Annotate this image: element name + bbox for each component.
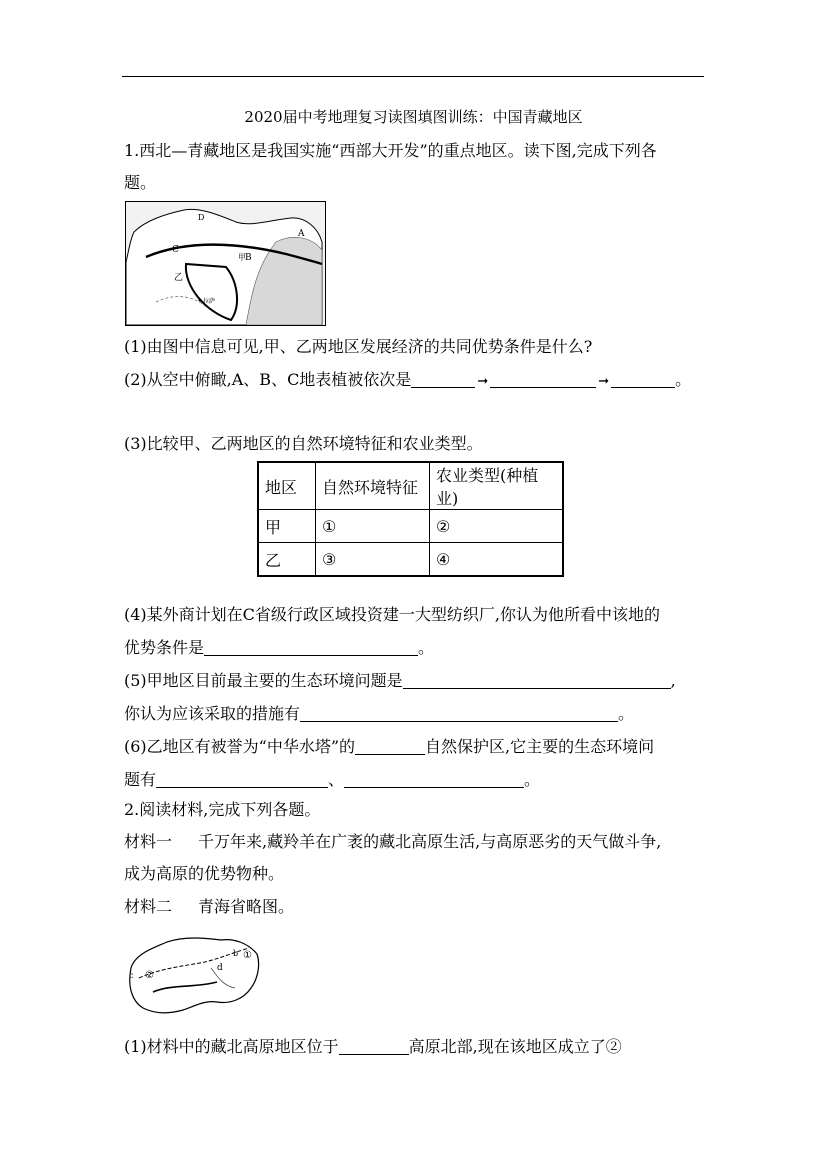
map1-label-b: B <box>245 253 252 263</box>
q2-p1 <box>124 1036 622 1058</box>
q1-map <box>125 201 326 326</box>
map2-label-c: c <box>129 971 134 980</box>
arrow-icon: ➞ <box>477 374 489 389</box>
answer-blank[interactable] <box>355 738 425 755</box>
table-cell[interactable]: ④ <box>430 543 564 577</box>
q1-p6-text2: 自然保护区,它主要的生态环境问 <box>425 737 655 756</box>
q1-p2-text: (2)从空中俯瞰,A、B、C地表植被依次是 <box>124 370 412 389</box>
table-header-row <box>258 462 563 510</box>
table-header: 自然环境特征 <box>316 462 430 510</box>
comparison-table <box>257 461 564 577</box>
map1-label-a: A <box>298 229 305 239</box>
answer-blank[interactable] <box>156 771 328 788</box>
table-row <box>258 510 563 543</box>
lhasa-marker <box>199 299 202 302</box>
q1-p5-comma: , <box>670 671 676 690</box>
q1-p6-line1 <box>124 736 654 758</box>
table-cell[interactable]: ③ <box>316 543 430 577</box>
table-header: 地区 <box>258 462 316 510</box>
answer-blank[interactable] <box>204 639 418 656</box>
q2-material1-line2: 成为高原的优势物种。 <box>124 864 285 883</box>
q1-p5-text: (5)甲地区目前最主要的生态环境问题是 <box>124 671 403 690</box>
header-rule <box>122 76 704 77</box>
q2-p1-text2: 高原北部,现在该地区成立了② <box>408 1037 622 1056</box>
map1-label-yi: 乙 <box>174 273 184 283</box>
q1-p4-line2 <box>124 637 434 659</box>
answer-blank-a[interactable] <box>411 371 475 388</box>
q1-p2-end: 。 <box>675 370 692 389</box>
answer-blank[interactable] <box>300 705 618 722</box>
table-header: 农业类型(种植业) <box>430 462 564 510</box>
table-cell: 甲 <box>258 510 316 543</box>
map1-label-d: D <box>198 213 205 222</box>
material2-label: 材料二 <box>124 897 173 916</box>
q2-material2 <box>124 896 294 918</box>
answer-blank[interactable] <box>344 771 524 788</box>
arrow-icon: ➞ <box>598 374 610 389</box>
answer-blank-b[interactable] <box>490 371 596 388</box>
q2-map-drawing <box>125 930 263 1020</box>
q1-p5-line1 <box>124 670 676 692</box>
q1-p4-text: 优势条件是 <box>124 638 205 657</box>
table-cell[interactable]: ② <box>430 510 564 543</box>
q1-p3: (3)比较甲、乙两地区的自然环境特征和农业类型。 <box>124 434 483 453</box>
map2-label-2: ② <box>145 970 154 981</box>
q2-intro: 2.阅读材料,完成下列各题。 <box>124 800 321 819</box>
q1-p6-sep: 、 <box>328 770 345 789</box>
q1-p6-line2 <box>124 769 540 791</box>
q1-p5-end: 。 <box>618 704 635 723</box>
table-row <box>258 543 563 577</box>
answer-blank[interactable] <box>403 672 671 689</box>
q2-map <box>125 930 263 1020</box>
q1-p4-line1: (4)某外商计划在C省级行政区域投资建一大型纺织厂,你认为他所看中该地的 <box>124 605 660 624</box>
q1-p4-end: 。 <box>418 638 435 657</box>
material1-text: 千万年来,藏羚羊在广袤的藏北高原生活,与高原恶劣的天气做斗争, <box>198 832 662 851</box>
q1-p5-line2 <box>124 703 634 725</box>
q1-map-drawing <box>126 202 325 325</box>
map1-label-c: C <box>172 245 179 255</box>
q1-p1: (1)由图中信息可见,甲、乙两地区发展经济的共同优势条件是什么? <box>124 337 593 356</box>
table-cell: 乙 <box>258 543 316 577</box>
answer-blank[interactable] <box>339 1038 409 1055</box>
q1-p6-text3: 题有 <box>124 770 157 789</box>
page-title: 2020届中考地理复习读图填图训练：中国青藏地区 <box>244 108 583 126</box>
material1-label: 材料一 <box>124 832 173 851</box>
q1-p2 <box>124 369 691 393</box>
table-cell[interactable]: ① <box>316 510 430 543</box>
map2-label-b: b <box>233 949 239 958</box>
map1-label-lhasa: 拉萨 <box>203 298 216 305</box>
map2-label-1: ① <box>243 950 252 961</box>
map2-label-d: d <box>217 963 223 973</box>
q1-intro-line1: 1.西北—青藏地区是我国实施“西部大开发”的重点地区。读下图,完成下列各 <box>124 141 657 160</box>
material2-text: 青海省略图。 <box>198 897 295 916</box>
q1-p6-text: (6)乙地区有被誉为“中华水塔”的 <box>124 737 356 756</box>
map1-label-jia: 甲 <box>238 253 246 262</box>
q2-p1-text: (1)材料中的藏北高原地区位于 <box>124 1037 339 1056</box>
q2-material1-line1 <box>124 831 661 853</box>
q1-p6-end: 。 <box>524 770 541 789</box>
answer-blank-c[interactable] <box>611 371 675 388</box>
q1-intro-line2: 题。 <box>124 173 157 192</box>
q1-p5-text2: 你认为应该采取的措施有 <box>124 704 301 723</box>
